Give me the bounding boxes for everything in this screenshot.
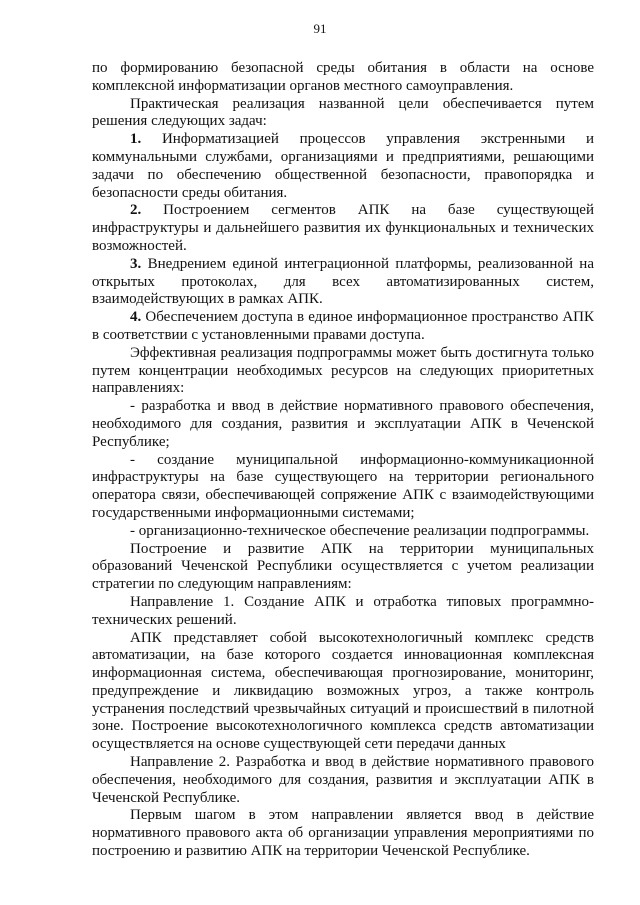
paragraph: [92, 452, 594, 523]
paragraph-text: Построением сегментов АПК на базе существующей инфраструктуры и дальнейшего развития их функциональных и технических возможностей.: [92, 202, 594, 254]
paragraph: [92, 309, 594, 345]
paragraph-text: - организационно-техническое обеспечение реализации подпрограммы.: [130, 522, 590, 539]
list-number: 1.: [130, 131, 142, 148]
paragraph-text: Практическая реализация названной цели обеспечивается путем решения следующих задач:: [92, 95, 594, 130]
paragraph-text: Направление 1. Создание АПК и отработка типовых программно-технических решений.: [92, 593, 594, 628]
paragraph-text: АПК представляет собой высокотехнологичный комплекс средств автоматизации, на базе которого создается инновационная комплексная информационная система, обеспечивающая прогнозирование, мониторинг, предупреждение и ликвидацию возможных угроз, а также контроль устранения последствий чрезвычайных ситуаций и происшествий в пилотной зоне. Построение высокотехнологичного комплекса средств автоматизации осуществляется на основе существующей сети передачи данных: [92, 629, 594, 753]
paragraph: [92, 202, 594, 255]
paragraph-text: Эффективная реализация подпрограммы может быть достигнута только путем концентрации необходимых ресурсов на следующих приоритетных направлениях:: [92, 344, 594, 397]
paragraph: [92, 131, 594, 202]
paragraph: [92, 754, 594, 807]
paragraph-text: по формированию безопасной среды обитания в области на основе комплексной информатизации органов местного самоуправления.: [92, 60, 594, 94]
paragraph: [92, 60, 594, 96]
paragraph: [92, 807, 594, 860]
list-number: 2.: [130, 202, 142, 219]
paragraph: [92, 541, 594, 594]
paragraph: [92, 96, 594, 132]
paragraph-text: Первым шагом в этом направлении является ввод в действие нормативного правового акта об организации управления мероприятиями по построению и развитию АПК на территории Чеченской Республике.: [92, 807, 594, 860]
page-number: 91: [313, 21, 327, 36]
list-number: 3.: [130, 255, 142, 272]
paragraph-text: Внедрением единой интеграционной платформы, реализованной на открытых протоколах, для всех автоматизированных систем, взаимодействующих в рамках АПК.: [92, 255, 594, 308]
paragraph-text: Информатизацией процессов управления экстренными и коммунальными службами, организациями и предприятиями, решающими задачи по обеспечению общественной безопасности, правопорядка и безопасности среды обитания.: [92, 131, 594, 201]
paragraph-text: Направление 2. Разработка и ввод в действие нормативного правового обеспечения, необходимого для создания, развития и эксплуатации АПК в Чеченской Республике.: [92, 754, 594, 806]
paragraph: [92, 345, 594, 398]
paragraph: [92, 398, 594, 451]
paragraph: [92, 630, 594, 755]
paragraph: [92, 594, 594, 630]
paragraph: [92, 523, 594, 541]
paragraph-text: - создание муниципальной информационно-коммуникационной инфраструктуры на базе существующего на территории регионального оператора связи, обеспечивающей сопряжение АПК с взаимодействующими государственными информационными системами;: [92, 451, 594, 521]
list-number: 4.: [130, 309, 142, 326]
paragraph-text: - разработка и ввод в действие нормативного правового обеспечения, необходимого для создания, развития и эксплуатации АПК в Чеченской Республике;: [92, 398, 594, 450]
paragraph-text: Обеспечением доступа в единое информационное пространство АПК в соответствии с установленными правами доступа.: [92, 309, 594, 343]
paragraph: [92, 256, 594, 309]
document-body: [92, 60, 594, 861]
paragraph-text: Построение и развитие АПК на территории муниципальных образований Чеченской Республики осуществляется с учетом реализации стратегии по следующим направлениям:: [92, 540, 594, 593]
